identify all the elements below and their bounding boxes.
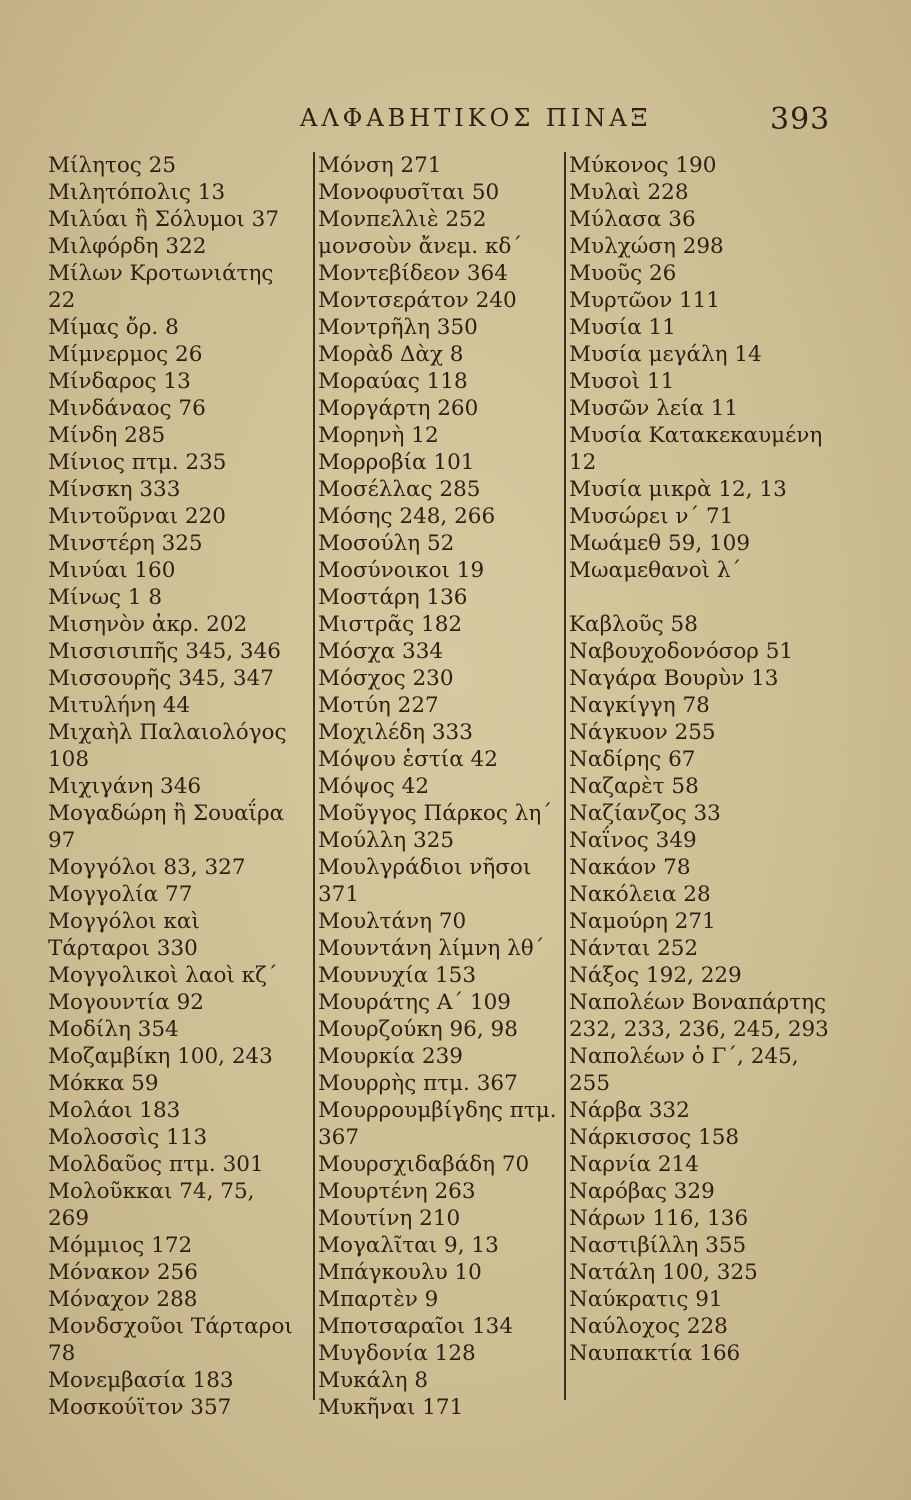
index-entry: Μιχαὴλ Παλαιολόγος 108: [48, 720, 287, 772]
index-entry: Ναπολέων ὁ Γ΄, 245, 255: [569, 1044, 799, 1096]
index-entry: Μιτυλήνη 44: [48, 693, 191, 718]
index-entry: Μοσκούϊτον 357: [48, 1395, 232, 1420]
index-entry: Μογγολικοὶ λαοὶ κζ΄: [48, 963, 278, 988]
index-entry: Ναζαρὲτ 58: [569, 774, 699, 799]
index-entry: Ναπολέων Βοναπάρτης 232, 233, 236, 245, 293: [569, 990, 829, 1042]
index-entry: Μολοσσὶς 113: [48, 1125, 208, 1150]
index-entry: Μογγολία 77: [48, 882, 193, 907]
index-entry: Ναύκρατις 91: [569, 1287, 723, 1312]
index-entry: Μπάγκουλυ 10: [318, 1260, 482, 1285]
index-entry: Μυσοὶ 11: [569, 369, 675, 394]
index-entry: Μόμμιος 172: [48, 1233, 193, 1258]
index-entry: Νάρκισσος 158: [569, 1125, 740, 1150]
index-entry: Ναδίρης 67: [569, 747, 696, 772]
index-entry: Μποτσαραῖοι 134: [318, 1314, 514, 1339]
index-entry: Μοντεβίδεον 364: [318, 261, 508, 286]
index-entry: Μυσία μεγάλη 14: [569, 342, 762, 367]
index-entry: Μουρτένη 263: [318, 1179, 476, 1204]
index-entry: Μουρρουμβίγδης πτμ. 367: [318, 1098, 557, 1150]
index-entry: Ναρνία 214: [569, 1152, 699, 1177]
index-entry: Μίλων Κροτωνιάτης 22: [48, 261, 274, 313]
index-entry: Μυσία 11: [569, 315, 676, 340]
page-header-title: ΑΛΦΑΒΗΤΙΚΟΣ ΠΙΝΑΞ: [300, 104, 652, 132]
index-entry: Μίνως 1 8: [48, 585, 163, 610]
index-entry: Μολάοι 183: [48, 1098, 181, 1123]
index-entry: Μορροβία 101: [318, 450, 475, 475]
index-entry: μονσοὺν ἄνεμ. κδ΄: [318, 234, 523, 259]
index-entry: Μωάμεθ 59, 109: [569, 531, 751, 556]
index-entry: Καβλοῦς 58: [569, 612, 698, 637]
index-entry: Μογαδώρη ἢ Σουαΐρα 97: [48, 801, 285, 853]
section-gap: [569, 584, 831, 611]
index-entry: Νάξος 192, 229: [569, 963, 742, 988]
index-entry: Μογαλῖται 9, 13: [318, 1233, 499, 1258]
index-entry: Ναυπακτία 166: [569, 1341, 741, 1366]
index-entry: Μοντρῆλη 350: [318, 315, 478, 340]
index-entry: Μοῦγγος Πάρκος λη΄: [318, 801, 552, 826]
index-entry: Μοζαμβίκη 100, 243: [48, 1044, 273, 1069]
index-entry: Μουρρὴς πτμ. 367: [318, 1071, 518, 1096]
index-entry: Μόψος 42: [318, 774, 429, 799]
index-entry: Μιλφόρδη 322: [48, 234, 207, 259]
index-entry: Μίνιος πτμ. 235: [48, 450, 227, 475]
index-entry: Μουρσχιδαβάδη 70: [318, 1152, 530, 1177]
index-entry: Μουλτάνη 70: [318, 909, 467, 934]
index-entry: Μοσούλη 52: [318, 531, 455, 556]
index-entry: Μιντοῦρναι 220: [48, 504, 226, 529]
index-entry: Μιλύαι ἢ Σόλυμοι 37: [48, 207, 280, 232]
index-entry: Μοσύνοικοι 19: [318, 558, 485, 583]
index-entry: Μινύαι 160: [48, 558, 176, 583]
index-entry: Ναγάρα Βουρὺν 13: [569, 666, 779, 691]
index-entry: Μυκῆναι 171: [318, 1395, 464, 1420]
index-entry: Μονπελλιὲ 252: [318, 207, 487, 232]
index-entry: Ναζίανζος 33: [569, 801, 721, 826]
index-entry: Μοχιλέδη 333: [318, 720, 473, 745]
index-entry: Μυσώρει ν΄ 71: [569, 504, 734, 529]
index-entry: Μόνακον 256: [48, 1260, 198, 1285]
index-entry: Ναστιβίλλη 355: [569, 1233, 747, 1258]
index-entry: Μυλαὶ 228: [569, 180, 689, 205]
index-entry: Μολοῦκκαι 74, 75, 269: [48, 1179, 255, 1231]
index-entry: Ναύλοχος 228: [569, 1314, 728, 1339]
index-entry: Μόψου ἑστία 42: [318, 747, 498, 772]
index-entry: Νατάλη 100, 325: [569, 1260, 758, 1285]
index-entry: Μυρτῶον 111: [569, 288, 721, 313]
index-entry: Μουρζούκη 96, 98: [318, 1017, 518, 1042]
index-entry: Μίνδαρος 13: [48, 369, 191, 394]
index-entry: Μισσισιπῆς 345, 346: [48, 639, 281, 664]
index-entry: Μοτύη 227: [318, 693, 439, 718]
index-entry: Μογουντία 92: [48, 990, 204, 1015]
index-entry: Μυκάλη 8: [318, 1368, 429, 1393]
index-entry: Ναμούρη 271: [569, 909, 716, 934]
index-entry: Μισηνὸν ἀκρ. 202: [48, 612, 248, 637]
index-entry: Μίμας ὄρ. 8: [48, 315, 179, 340]
index-entry: Μουράτης Α΄ 109: [318, 990, 511, 1015]
index-entry: Μονοφυσῖται 50: [318, 180, 500, 205]
index-entry: Μωαμεθανοὶ λ΄: [569, 558, 742, 583]
index-column-2: [313, 152, 566, 1420]
index-entry: Μυσῶν λεία 11: [569, 396, 739, 421]
index-entry: Μολδαῦος πτμ. 301: [48, 1152, 264, 1177]
index-entry: Νακάον 78: [569, 855, 691, 880]
index-entry: Νάρων 116, 136: [569, 1206, 749, 1231]
index-entry: Νάρβα 332: [569, 1098, 690, 1123]
index-entry: Μουνυχία 153: [318, 963, 477, 988]
index-entry: Μοργάρτη 260: [318, 396, 479, 421]
index-entry: Μόναχον 288: [48, 1287, 198, 1312]
index-entry: Μόσης 248, 266: [318, 504, 496, 529]
index-entry: Μουρκία 239: [318, 1044, 463, 1069]
index-entry: Μογγόλοι 83, 327: [48, 855, 246, 880]
index-entry: Μουντάνη λίμνη λθ΄: [318, 936, 545, 961]
index-entry: Μυοῦς 26: [569, 261, 677, 286]
index-entry: Μιλητόπολις 13: [48, 180, 226, 205]
index-entry: Μίλητος 25: [48, 153, 177, 178]
index-entry: Μιχιγάνη 346: [48, 774, 202, 799]
index-entry: Μοστάρη 136: [318, 585, 468, 610]
index-entry: Μορηνὴ 12: [318, 423, 439, 448]
index-entry: Μυλχώση 298: [569, 234, 724, 259]
index-entry: Μύλασα 36: [569, 207, 696, 232]
index-column-3: [564, 152, 831, 1400]
index-entry: Μουλγράδιοι νῆσοι 371: [318, 855, 532, 907]
index-entry: Μυσία μικρὰ 12, 13: [569, 477, 787, 502]
index-entry: Μόνση 271: [318, 153, 442, 178]
index-entry: Μόκκα 59: [48, 1071, 159, 1096]
index-entry: Νακόλεια 28: [569, 882, 711, 907]
index-entry: Ναβουχοδονόσορ 51: [569, 639, 794, 664]
index-entry: Μοραύας 118: [318, 369, 468, 394]
index-entry: Μονεμβασία 183: [48, 1368, 234, 1393]
index-entry: Ναρόβας 329: [569, 1179, 715, 1204]
index-entry: Μόσχα 334: [318, 639, 444, 664]
index-entry: Μοντσεράτον 240: [318, 288, 517, 313]
index-entry: Μόσχος 230: [318, 666, 454, 691]
index-entry: Ναγκίγγη 78: [569, 693, 710, 718]
index-entry: Μοδίλη 354: [48, 1017, 179, 1042]
index-entry: Μινδάναος 76: [48, 396, 206, 421]
index-entry: Μογγόλοι καὶ Τάρταροι 330: [48, 909, 200, 961]
index-entry: Νάνται 252: [569, 936, 699, 961]
index-entry: Μισσουρῆς 345, 347: [48, 666, 274, 691]
index-entry: Μιστρᾶς 182: [318, 612, 463, 637]
index-entry: Μίνδη 285: [48, 423, 166, 448]
index-entry: Μυσία Κατακεκαυμένη 12: [569, 423, 823, 475]
index-entry: Μύκονος 190: [569, 153, 717, 178]
index-entry: Μούλλη 325: [318, 828, 455, 853]
index-entry: Μίμνερμος 26: [48, 342, 203, 367]
index-column-1: [48, 152, 300, 1421]
page-number: 393: [770, 102, 831, 137]
index-entry: Νάγκυον 255: [569, 720, 716, 745]
index-entry: Μονδσχοῦοι Τάρταροι 78: [48, 1314, 293, 1366]
index-entry: Μπαρτὲν 9: [318, 1287, 439, 1312]
index-entry: Μορὰδ Δὰχ 8: [318, 342, 464, 367]
index-entry: Μίνσκη 333: [48, 477, 181, 502]
index-entry: Ναΐνος 349: [569, 828, 697, 853]
index-entry: Μινστέρη 325: [48, 531, 203, 556]
index-entry: Μουτίνη 210: [318, 1206, 461, 1231]
index-entry: Μυγδονία 128: [318, 1341, 476, 1366]
index-entry: Μοσέλλας 285: [318, 477, 481, 502]
